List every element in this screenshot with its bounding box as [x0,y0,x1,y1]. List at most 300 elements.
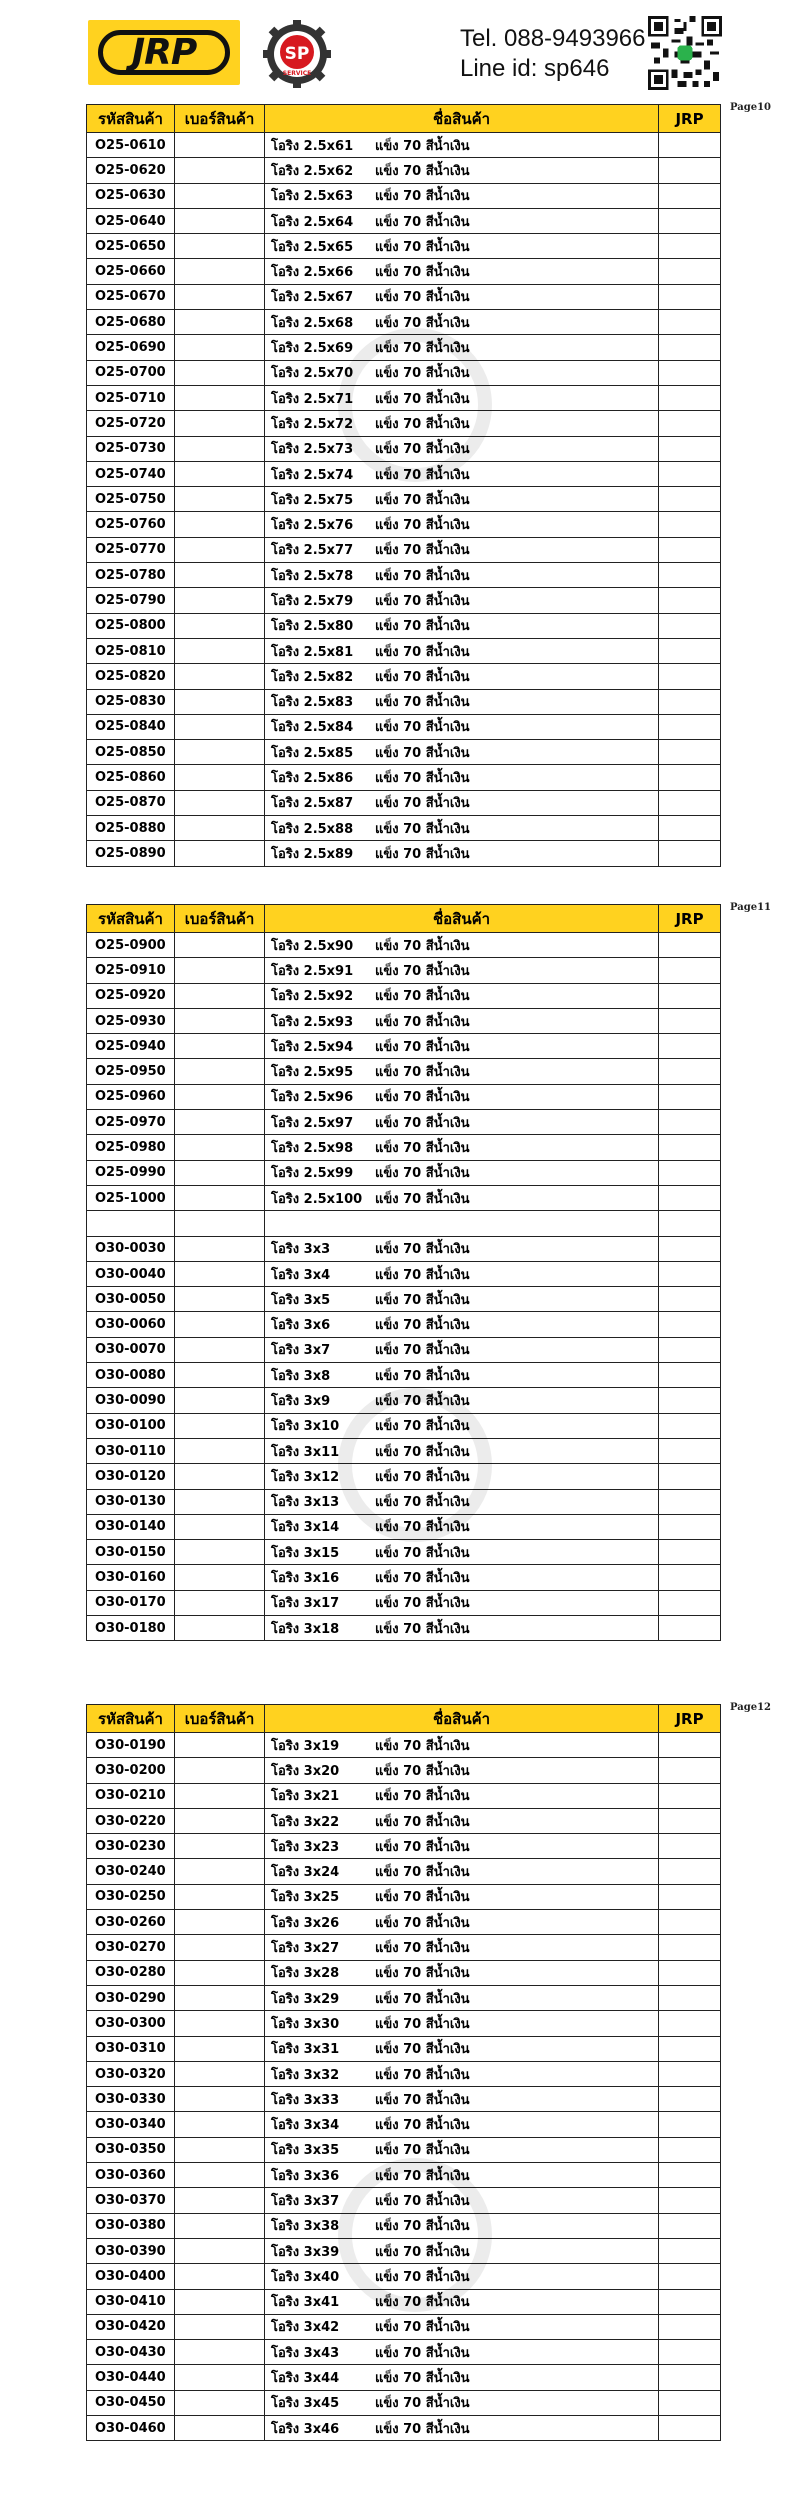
product-spec-text: แข็ง 70 สีน้ำเงิน [375,2244,470,2260]
product-code-cell: O30-0240 [87,1859,175,1884]
jrp-cell [659,841,721,866]
product-name-cell [265,1388,659,1413]
table-row [87,512,721,537]
product-table [86,904,721,1641]
product-name-cell [265,335,659,360]
product-size-text: โอริง 3x39 [271,2244,340,2260]
product-spec-text: แข็ง 70 สีน้ำเงิน [375,1090,470,1106]
product-spec-text: แข็ง 70 สีน้ำเงิน [375,1444,470,1460]
table-row [87,563,721,588]
table-row [87,1590,721,1615]
product-code-cell: O25-0610 [87,133,175,158]
product-code-cell: O30-0370 [87,2188,175,2213]
product-name-cell [265,714,659,739]
product-name-cell [265,2112,659,2137]
product-size-text: โอริง 2.5x62 [271,163,354,179]
table-row [87,1261,721,1286]
product-name-cell [265,1464,659,1489]
table-row [87,1935,721,1960]
product-name-cell [265,1312,659,1337]
product-code-cell: O30-0450 [87,2390,175,2415]
product-number-cell [175,1363,265,1388]
sp-logo-subtext: SERVICE [282,70,312,77]
product-code-cell: O25-0800 [87,613,175,638]
product-spec-text: แข็ง 70 สีน้ำเงิน [375,543,470,559]
product-size-text: โอริง 3x35 [271,2143,340,2159]
product-number-cell [175,1008,265,1033]
jrp-cell [659,2340,721,2365]
product-spec-text: แข็ง 70 สีน้ำเงิน [375,315,470,331]
product-spec-text: แข็ง 70 สีน้ำเงิน [375,1368,470,1384]
product-size-text: โอริง 2.5x74 [271,467,354,483]
product-number-cell [175,1514,265,1539]
jrp-cell [659,1160,721,1185]
product-name-cell [265,512,659,537]
product-spec-text: แข็ง 70 สีน้ำเงิน [375,963,470,979]
line-id-text: Line id: sp646 [460,55,610,82]
product-number-cell [175,2011,265,2036]
table-row [87,1758,721,1783]
product-size-text: โอริง 3x26 [271,1915,340,1931]
product-name-cell [265,1185,659,1210]
product-code-cell: O25-0970 [87,1110,175,1135]
product-spec-text: แข็ง 70 สีน้ำเงิน [375,265,470,281]
product-spec-text: แข็ง 70 สีน้ำเงิน [375,290,470,306]
jrp-cell [659,335,721,360]
product-code-cell: O25-0890 [87,841,175,866]
product-code-cell: O25-0750 [87,487,175,512]
product-spec-text: แข็ง 70 สีน้ำเงิน [375,1814,470,1830]
table-row [87,638,721,663]
table-row [87,208,721,233]
product-number-cell [175,613,265,638]
table-row [87,740,721,765]
table-row [87,983,721,1008]
product-name-cell [265,765,659,790]
product-number-cell [175,2289,265,2314]
jrp-cell [659,1884,721,1909]
product-spec-text: แข็ง 70 สีน้ำเงิน [375,518,470,534]
table-row [87,1185,721,1210]
jrp-cell [659,512,721,537]
product-number-cell [175,740,265,765]
jrp-cell [659,1261,721,1286]
product-number-cell [175,2137,265,2162]
jrp-cell [659,259,721,284]
product-name-cell [265,1337,659,1362]
product-code-cell: O25-0620 [87,158,175,183]
jrp-cell [659,1438,721,1463]
table-row [87,1312,721,1337]
jrp-cell [659,487,721,512]
product-spec-text: แข็ง 70 สีน้ำเงิน [375,568,470,584]
product-code-cell: O30-0270 [87,1935,175,1960]
header-code: รหัสสินค้า [87,105,175,133]
table-row [87,183,721,208]
product-spec-text: แข็ง 70 สีน้ำเงิน [375,467,470,483]
product-size-text: โอริง 3x20 [271,1763,340,1779]
product-size-text: โอริง 2.5x92 [271,989,354,1005]
product-number-cell [175,1783,265,1808]
page-header [0,0,800,100]
product-number-cell [175,2188,265,2213]
product-size-text: โอริง 2.5x91 [271,963,354,979]
product-name-cell [265,2036,659,2061]
product-code-cell: O30-0040 [87,1261,175,1286]
jrp-cell [659,2264,721,2289]
jrp-cell [659,2163,721,2188]
product-code-cell: O25-0640 [87,208,175,233]
product-size-text: โอริง 3x12 [271,1469,340,1485]
table-row [87,2416,721,2441]
jrp-cell [659,1363,721,1388]
product-name-cell [265,310,659,335]
product-spec-text: แข็ง 70 สีน้ำเงิน [375,1393,470,1409]
table-row [87,613,721,638]
product-size-text: โอริง 2.5x76 [271,518,354,534]
product-name-cell [265,1808,659,1833]
product-spec-text: แข็ง 70 สีน้ำเงิน [375,1014,470,1030]
product-spec-text: แข็ง 70 สีน้ำเงิน [375,1495,470,1511]
product-spec-text: แข็ง 70 สีน้ำเงิน [375,2421,470,2437]
product-number-cell [175,790,265,815]
product-code-cell: O25-0630 [87,183,175,208]
jrp-cell [659,1960,721,1985]
table-row [87,487,721,512]
product-name-cell [265,537,659,562]
product-spec-text: แข็ง 70 สีน้ำเงิน [375,1738,470,1754]
product-size-text: โอริง 3x15 [271,1545,340,1561]
product-spec-text: แข็ง 70 สีน้ำเงิน [375,1115,470,1131]
product-code-cell: O30-0330 [87,2087,175,2112]
product-spec-text: แข็ง 70 สีน้ำเงิน [375,2371,470,2387]
jrp-cell [659,613,721,638]
product-number-cell [175,841,265,866]
product-size-text: โอริง 3x27 [271,1941,340,1957]
product-code-cell: O25-0850 [87,740,175,765]
table-row [87,1859,721,1884]
product-spec-text: แข็ง 70 สีน้ำเงิน [375,846,470,862]
jrp-cell [659,2365,721,2390]
product-code-cell: O25-0980 [87,1135,175,1160]
product-size-text: โอริง 3x30 [271,2016,340,2032]
jrp-cell [659,2061,721,2086]
product-code-cell: O25-1000 [87,1185,175,1210]
table-row [87,1540,721,1565]
jrp-cell [659,1616,721,1641]
product-size-text: โอริง 2.5x68 [271,315,354,331]
product-code-cell: O30-0060 [87,1312,175,1337]
product-code-cell: O30-0030 [87,1236,175,1261]
product-code-cell: O30-0400 [87,2264,175,2289]
table-row [87,1236,721,1261]
product-spec-text: แข็ง 70 สีน้ำเงิน [375,771,470,787]
product-name-cell [265,234,659,259]
product-code-cell: O25-0990 [87,1160,175,1185]
product-code-cell: O30-0200 [87,1758,175,1783]
table-row [87,2112,721,2137]
product-size-text: โอริง 2.5x82 [271,669,354,685]
product-spec-text: แข็ง 70 สีน้ำเงิน [375,2295,470,2311]
product-name-cell [265,2390,659,2415]
table-row [87,1808,721,1833]
product-name-cell [265,1059,659,1084]
product-size-text: โอริง 2.5x81 [271,644,354,660]
product-name-cell [265,1859,659,1884]
table-row [87,461,721,486]
product-number-cell [175,714,265,739]
jrp-cell [659,1388,721,1413]
product-spec-text: แข็ง 70 สีน้ำเงิน [375,1789,470,1805]
product-name-cell [265,638,659,663]
product-number-cell [175,158,265,183]
jrp-cell [659,385,721,410]
product-name-cell [265,360,659,385]
table-row [87,1489,721,1514]
table-row [87,1438,721,1463]
jrp-cell [659,714,721,739]
product-code-cell: O30-0460 [87,2416,175,2441]
product-number-cell [175,1985,265,2010]
product-number-cell [175,2163,265,2188]
product-name-cell [265,2213,659,2238]
product-name-cell [265,2238,659,2263]
product-number-cell [175,1135,265,1160]
product-name-cell [265,1110,659,1135]
product-number-cell [175,1758,265,1783]
product-size-text: โอริง 3x42 [271,2320,340,2336]
product-size-text: โอริง 2.5x84 [271,720,354,736]
jrp-cell [659,638,721,663]
header-name: ชื่อสินค้า [265,905,659,933]
jrp-cell [659,1135,721,1160]
jrp-cell [659,1185,721,1210]
product-number-cell [175,1312,265,1337]
product-code-cell [87,1211,175,1236]
product-code-cell: O25-0790 [87,588,175,613]
product-number-cell [175,2061,265,2086]
product-code-cell: O30-0390 [87,2238,175,2263]
product-name-cell [265,1935,659,1960]
jrp-cell [659,790,721,815]
product-number-cell [175,1464,265,1489]
product-number-cell [175,2112,265,2137]
product-number-cell [175,816,265,841]
table-row [87,1135,721,1160]
table-row [87,664,721,689]
table-row [87,2087,721,2112]
product-number-cell [175,563,265,588]
table-row [87,1783,721,1808]
product-number-cell [175,1160,265,1185]
product-name-cell [265,588,659,613]
table-row [87,2264,721,2289]
product-size-text: โอริง 3x29 [271,1991,340,2007]
product-code-cell: O25-0940 [87,1034,175,1059]
product-name-cell [265,385,659,410]
header-jrp: JRP [659,1705,721,1733]
product-spec-text: แข็ง 70 สีน้ำเงิน [375,1596,470,1612]
product-name-cell [265,2289,659,2314]
jrp-cell [659,1287,721,1312]
product-spec-text: แข็ง 70 สีน้ำเงิน [375,391,470,407]
qr-code-icon [648,16,722,90]
product-spec-text: แข็ง 70 สีน้ำเงิน [375,2016,470,2032]
product-size-text: โอริง 2.5x96 [271,1090,354,1106]
jrp-cell [659,1514,721,1539]
product-code-cell: O30-0130 [87,1489,175,1514]
product-size-text: โอริง 3x37 [271,2193,340,2209]
product-number-cell [175,360,265,385]
product-code-cell: O30-0230 [87,1834,175,1859]
jrp-cell [659,2238,721,2263]
page-label: Page10 [730,102,772,113]
product-name-cell [265,2365,659,2390]
product-code-cell: O25-0870 [87,790,175,815]
product-spec-text: แข็ง 70 สีน้ำเงิน [375,1621,470,1637]
product-spec-text: แข็ง 70 สีน้ำเงิน [375,1915,470,1931]
product-name-cell [265,1783,659,1808]
product-code-cell: O25-0720 [87,411,175,436]
table-row [87,2289,721,2314]
jrp-cell [659,234,721,259]
product-code-cell: O30-0110 [87,1438,175,1463]
product-name-cell [265,158,659,183]
product-number-cell [175,1616,265,1641]
jrp-cell [659,1236,721,1261]
product-size-text: โอริง 3x24 [271,1865,340,1881]
jrp-cell [659,2416,721,2441]
product-number-cell [175,208,265,233]
table-row [87,2061,721,2086]
product-size-text: โอริง 3x32 [271,2067,340,2083]
jrp-cell [659,1834,721,1859]
product-number-cell [175,1059,265,1084]
table-row [87,158,721,183]
product-number-cell [175,983,265,1008]
table-row [87,2365,721,2390]
product-spec-text: แข็ง 70 สีน้ำเงิน [375,2193,470,2209]
product-name-cell [265,1960,659,1985]
product-size-text: โอริง 3x44 [271,2371,340,2387]
product-code-cell: O30-0380 [87,2213,175,2238]
product-size-text: โอริง 3x46 [271,2421,340,2437]
table-row [87,689,721,714]
product-spec-text: แข็ง 70 สีน้ำเงิน [375,416,470,432]
table-row [87,1110,721,1135]
product-name-cell [265,816,659,841]
product-number-cell [175,310,265,335]
table-row [87,1910,721,1935]
product-number-cell [175,1910,265,1935]
header-code: รหัสสินค้า [87,905,175,933]
product-spec-text: แข็ง 70 สีน้ำเงิน [375,2092,470,2108]
table-row [87,1287,721,1312]
product-code-cell: O25-0830 [87,689,175,714]
product-code-cell: O25-0960 [87,1084,175,1109]
product-code-cell: O30-0090 [87,1388,175,1413]
product-spec-text: แข็ง 70 สีน้ำเงิน [375,938,470,954]
product-code-cell: O25-0680 [87,310,175,335]
product-number-cell [175,537,265,562]
product-spec-text: แข็ง 70 สีน้ำเงิน [375,1419,470,1435]
product-size-text: โอริง 2.5x88 [271,821,354,837]
product-table [86,104,721,867]
jrp-cell [659,411,721,436]
product-size-text: โอริง 2.5x93 [271,1014,354,1030]
product-spec-text: แข็ง 70 สีน้ำเงิน [375,2143,470,2159]
header-code: รหัสสินค้า [87,1705,175,1733]
product-number-cell [175,284,265,309]
product-size-text: โอริง 3x25 [271,1890,340,1906]
product-size-text: โอริง 3x10 [271,1419,340,1435]
product-spec-text: แข็ง 70 สีน้ำเงิน [375,189,470,205]
jrp-cell [659,1808,721,1833]
jrp-cell [659,2390,721,2415]
product-name-cell [265,790,659,815]
header-number: เบอร์สินค้า [175,105,265,133]
product-code-cell: O25-0740 [87,461,175,486]
product-code-cell: O30-0250 [87,1884,175,1909]
product-name-cell [265,1590,659,1615]
product-size-text: โอริง 3x40 [271,2269,340,2285]
product-spec-text: แข็ง 70 สีน้ำเงิน [375,214,470,230]
product-name-cell [265,1910,659,1935]
product-size-text: โอริง 3x28 [271,1966,340,1982]
product-code-cell: O30-0170 [87,1590,175,1615]
product-spec-text: แข็ง 70 สีน้ำเงิน [375,239,470,255]
product-size-text: โอริง 2.5x67 [271,290,354,306]
product-number-cell [175,1388,265,1413]
table-row [87,1616,721,1641]
product-size-text: โอริง 3x5 [271,1292,331,1308]
product-number-cell [175,1859,265,1884]
product-size-text: โอริง 3x19 [271,1738,340,1754]
product-code-cell: O25-0760 [87,512,175,537]
product-code-cell: O30-0360 [87,2163,175,2188]
product-spec-text: แข็ง 70 สีน้ำเงิน [375,2067,470,2083]
product-code-cell: O25-0950 [87,1059,175,1084]
product-spec-text: แข็ง 70 สีน้ำเงิน [375,1839,470,1855]
product-code-cell: O25-0670 [87,284,175,309]
jrp-cell [659,158,721,183]
product-name-cell [265,2416,659,2441]
product-number-cell [175,958,265,983]
table-row [87,790,721,815]
table-row [87,1008,721,1033]
product-spec-text: แข็ง 70 สีน้ำเงิน [375,1865,470,1881]
jrp-cell [659,1733,721,1758]
product-name-cell [265,2264,659,2289]
product-number-cell [175,1110,265,1135]
product-size-text: โอริง 3x17 [271,1596,340,1612]
sp-logo-text: SP [284,44,310,64]
product-number-cell [175,1261,265,1286]
jrp-cell [659,740,721,765]
header-jrp: JRP [659,105,721,133]
jrp-cell [659,461,721,486]
contact-info [460,24,645,84]
product-spec-text: แข็ง 70 สีน้ำเงิน [375,366,470,382]
product-name-cell [265,1985,659,2010]
product-spec-text: แข็ง 70 สีน้ำเงิน [375,2042,470,2058]
product-number-cell [175,664,265,689]
product-number-cell [175,765,265,790]
product-spec-text: แข็ง 70 สีน้ำเงิน [375,1166,470,1182]
jrp-cell [659,1312,721,1337]
jrp-cell [659,284,721,309]
product-size-text: โอริง 2.5x86 [271,771,354,787]
